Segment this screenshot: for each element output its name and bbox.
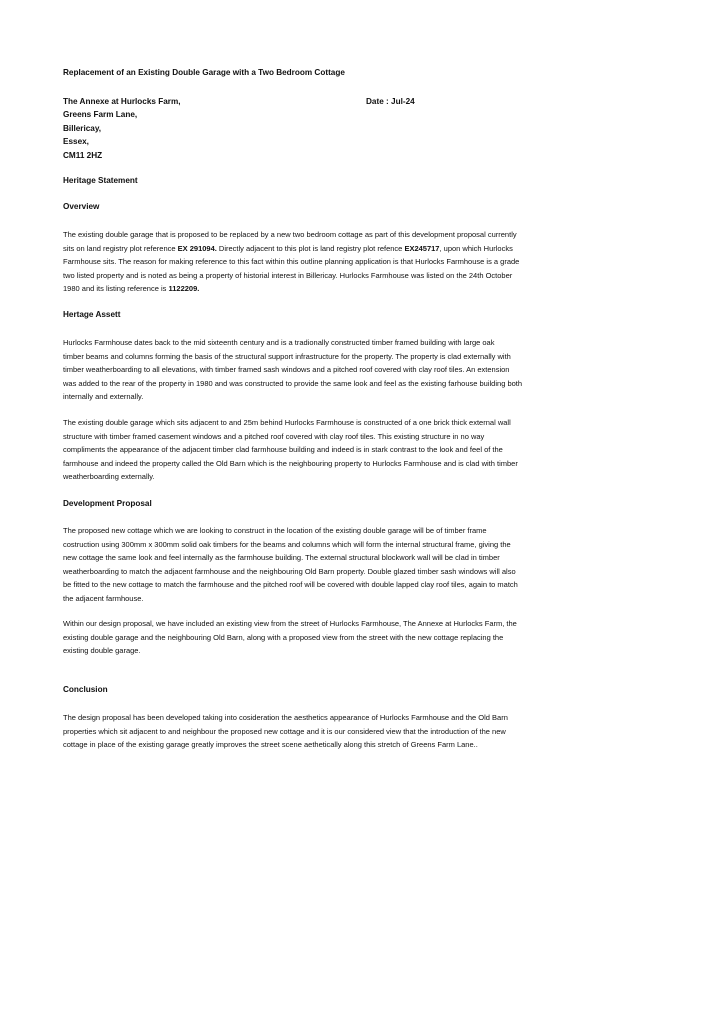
text-line: Farmhouse sits. The reason for making reference to this fact within this outline planning application is that Hurlocks Farmhouse is a grade bbox=[63, 257, 520, 266]
development-paragraph-2 bbox=[63, 617, 591, 658]
document-date: Date : Jul-24 bbox=[366, 97, 415, 106]
conclusion-heading: Conclusion bbox=[63, 685, 108, 694]
conclusion-paragraph bbox=[63, 711, 591, 752]
heritage-paragraph-1 bbox=[63, 336, 591, 404]
overview-heading: Overview bbox=[63, 202, 100, 211]
text-line: weatherboarding externally. bbox=[63, 472, 155, 481]
text-line: internally and externally. bbox=[63, 392, 144, 401]
text-line: compliments the appearance of the adjacent timber clad farmhouse building and indeed is in stark contrast to the look and feel of the bbox=[63, 445, 503, 454]
heritage-asset-heading: Hertage Assett bbox=[63, 310, 121, 319]
text-line: cottage in place of the existing garage greatly improves the street scene aethetically along this stretch of Greens Farm Lane.. bbox=[63, 740, 478, 749]
text-line: be fitted to the new cottage to match the farmhouse and the pitched roof will be covered with double lapped clay roof tiles, again to match bbox=[63, 580, 518, 589]
document-title: Replacement of an Existing Double Garage with a Two Bedroom Cottage bbox=[63, 68, 345, 77]
address-block bbox=[63, 95, 181, 162]
text-line: two listed property and is noted as being a property of historial interest in Billericay. Hurlocks Farmhouse was listed on the 24th October bbox=[63, 270, 513, 280]
text-line: timber weatherboarding to all elevations, with timber framed sash windows and a pitched roof covered with clay roof tiles. An extension bbox=[63, 365, 510, 374]
text-line: sits on land registry plot reference EX 291094. Directly adjacent to this plot is land registry plot refence EX245717, upon which Hurlocks bbox=[63, 243, 513, 253]
text-line: the adjacent farmhouse. bbox=[63, 593, 144, 603]
text-line: existing double garage and the neighbouring Old Barn, along with a proposed view from the street with the new cottage replacing the bbox=[63, 632, 504, 642]
address-line: Greens Farm Lane, bbox=[63, 110, 138, 120]
reference-number: EX245717 bbox=[404, 243, 440, 253]
statement-title: Heritage Statement bbox=[63, 176, 138, 185]
text-line: new cottage the same look and feel internally as the farmhouse building. The external structural blockwork wall will be clad in timber bbox=[63, 553, 500, 562]
reference-number: EX 291094. bbox=[177, 243, 217, 253]
text-line: 1980 and its listing reference is 1122209. bbox=[63, 284, 200, 293]
text-line: Hurlocks Farmhouse dates back to the mid sixteenth century and is a tradionally constructed timber framed building with large oak bbox=[63, 338, 495, 347]
text-line: farmhouse and indeed the property called the Old Barn which is the neighbouring property to Hurlocks Farmhouse and is clad with timber bbox=[63, 458, 518, 468]
development-paragraph-1 bbox=[63, 524, 591, 605]
development-heading: Development Proposal bbox=[63, 499, 152, 508]
reference-number: 1122209. bbox=[168, 284, 200, 293]
address-line: CM11 2HZ bbox=[63, 150, 103, 160]
heritage-paragraph-2 bbox=[63, 416, 591, 484]
text-line: The existing double garage that is proposed to be replaced by a new two bedroom cottage as part of this development proposal currently bbox=[63, 230, 517, 239]
text-line: costruction using 300mm x 300mm solid oak timbers for the beams and columns which will form the internal structural frame, giving the bbox=[63, 539, 511, 549]
text-line: The proposed new cottage which we are looking to construct in the location of the existing double garage will be of timber frame bbox=[63, 526, 487, 535]
text-line: existing double garage. bbox=[63, 646, 141, 655]
text-line: structure with timber framed casement windows and a pitched roof covered with clay roof tiles. This existing structure in no way bbox=[63, 431, 485, 441]
text-line: Within our design proposal, we have included an existing view from the street of Hurlocks Farmhouse, The Annexe at Hurlocks Farm, the bbox=[63, 619, 517, 628]
address-line: Essex, bbox=[63, 137, 89, 147]
text-line: timber beams and columns forming the basis of the structural support infrastructure for the property. The property is clad externally with bbox=[63, 351, 511, 361]
text-line: properties which sit adjacent to and neighbour the proposed new cottage and it is our considered view that the introduction of the new bbox=[63, 726, 506, 736]
text-line: The existing double garage which sits adjacent to and 25m behind Hurlocks Farmhouse is constructed of a one brick thick external wall bbox=[63, 418, 511, 427]
text-line: weatherboarding to match the adjacent farmhouse and the neighbouring Old Barn property. Double glazed timber sash windows will also bbox=[63, 566, 516, 576]
text-line: The design proposal has been developed taking into cosideration the aesthetics appearance of Hurlocks Farmhouse and the Old Barn bbox=[63, 713, 508, 722]
text-line: was added to the rear of the property in 1980 and was constructed to provide the same look and feel as the existing farhouse building both bbox=[63, 378, 523, 388]
overview-paragraph bbox=[63, 228, 591, 296]
address-line: The Annexe at Hurlocks Farm, bbox=[63, 97, 181, 106]
address-line: Billericay, bbox=[63, 123, 102, 133]
